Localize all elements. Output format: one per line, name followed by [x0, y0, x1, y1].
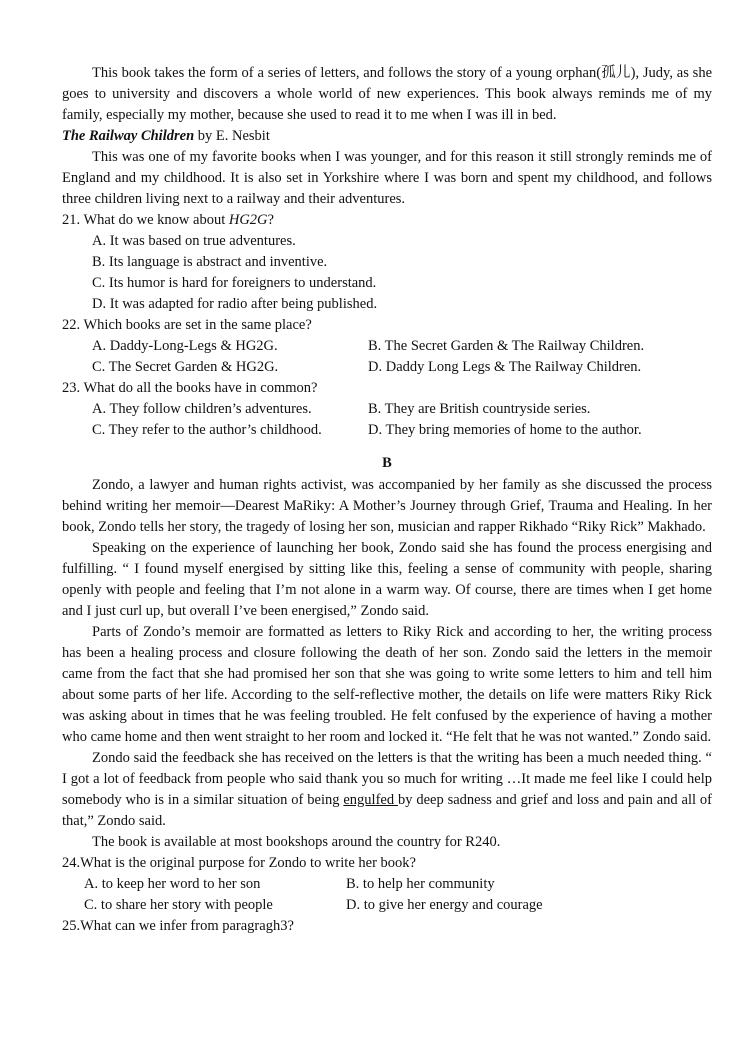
question-22-options-row-2: [62, 357, 712, 378]
question-21-stem-suffix: ?: [267, 212, 274, 228]
question-22-option-b: B. The Secret Garden & The Railway Children.: [368, 338, 645, 354]
section-b-paragraph-4-part-b: by deep sadness and grief and loss and pain and all of that,” Zondo said.: [62, 792, 712, 829]
question-24-stem: 24.What is the original purpose for Zondo to write her book?: [62, 855, 416, 871]
question-23-option-a: A. They follow children’s adventures.: [92, 401, 312, 417]
question-21-stem-text: 21. What do we know about: [62, 212, 229, 228]
railway-paragraph: This was one of my favorite books when I was younger, and for this reason it still strongly reminds me of England and my childhood. It is also set in Yorkshire where I was born and spent my childhood, and follows three children living next to a railway and their adventures.: [62, 149, 712, 207]
underlined-word-engulfed: engulfed: [343, 792, 398, 808]
question-23-options-row-1: [62, 399, 712, 420]
question-22-option-c: C. The Secret Garden & HG2G.: [92, 359, 279, 375]
document-page: [62, 63, 712, 937]
question-22-option-d: D. Daddy Long Legs & The Railway Children.: [368, 359, 642, 375]
question-23-option-c: C. They refer to the author’s childhood.: [92, 422, 322, 438]
railway-heading: [62, 126, 712, 147]
question-23-option-b: B. They are British countryside series.: [368, 401, 591, 417]
question-23-option-d: D. They bring memories of home to the author.: [368, 422, 642, 438]
intro-paragraph: This book takes the form of a series of letters, and follows the story of a young orphan(孤儿), Judy, as she goes to university and discovers a whole world of new experiences. This book always reminds me of my family, especially my mother, because she used to read it to me when I was ill in bed.: [62, 65, 712, 123]
section-b-paragraph-2: Speaking on the experience of launching her book, Zondo said she has found the process energising and fulfilling. “ I found myself energised by sitting like this, feeling a sense of community with people, sharing openly with people and feeling that I’m not alone in a warm way. Of course, there are times when I get home and I just curl up, but overall I’ve been energised,” Zondo said.: [62, 540, 712, 619]
question-21-option-b: B. Its language is abstract and inventive.: [92, 254, 328, 270]
section-b-paragraph-3: Parts of Zondo’s memoir are formatted as letters to Riky Rick and according to her, the writing process has been a healing process and closure following the death of her son. Zondo said the letters in the memoir came from the fact that she had promised her son that she was going to write some letters to him and tell him about some parts of her life. According to the self-reflective mother, the details on life were matters Riky Rick was asking about in times that he was feeling troubled. He felt confused by the experience of having a mother who came home and then went straight to her room and locked it. “He felt that he was not wanted.” Zondo said.: [62, 624, 712, 745]
question-24-option-d: D. to give her energy and courage: [346, 897, 543, 913]
section-b-paragraph-1: Zondo, a lawyer and human rights activist, was accompanied by her family as she discussed the process behind writing her memoir—Dearest MaRiky: A Mother’s Journey through Grief, Trauma and Healing. In her book, Zondo tells her story, the tragedy of losing her son, musician and rapper Rikhado “Riky Rick” Makhado.: [62, 477, 712, 535]
section-b-paragraph-5: The book is available at most bookshops around the country for R240.: [92, 834, 501, 850]
question-22-option-a: A. Daddy-Long-Legs & HG2G.: [92, 338, 278, 354]
question-22-options-row-1: [62, 336, 712, 357]
question-24-option-a: A. to keep her word to her son: [84, 876, 261, 892]
question-24-options-row-2: [62, 895, 712, 916]
section-b-paragraph-4-part-a: Zondo said the feedback she has received on the letters is that the writing has been a much needed thing. “ I got a lot of feedback from people who said thank you so much for writing …It made me feel like I could help somebody who is in a similar situation of being: [62, 750, 712, 808]
question-21-option-a: A. It was based on true adventures.: [92, 233, 296, 249]
question-24-option-c: C. to share her story with people: [84, 897, 273, 913]
question-25-stem: 25.What can we infer from paragragh3?: [62, 918, 294, 934]
question-24-option-b: B. to help her community: [346, 876, 495, 892]
question-23-options-row-2: [62, 420, 712, 441]
railway-byline: by E. Nesbit: [194, 128, 270, 144]
question-21-stem: [62, 210, 712, 231]
railway-title: The Railway Children: [62, 128, 195, 144]
question-21-stem-italic: HG2G: [228, 212, 268, 228]
question-21-option-d: D. It was adapted for radio after being published.: [92, 296, 378, 312]
section-b-heading: B: [382, 455, 392, 471]
question-21-option-c: C. Its humor is hard for foreigners to understand.: [92, 275, 377, 291]
question-22-stem: 22. Which books are set in the same place?: [62, 317, 312, 333]
question-24-options-row-1: [62, 874, 712, 895]
question-23-stem: 23. What do all the books have in common?: [62, 380, 318, 396]
section-b-paragraph-4: [62, 748, 712, 832]
